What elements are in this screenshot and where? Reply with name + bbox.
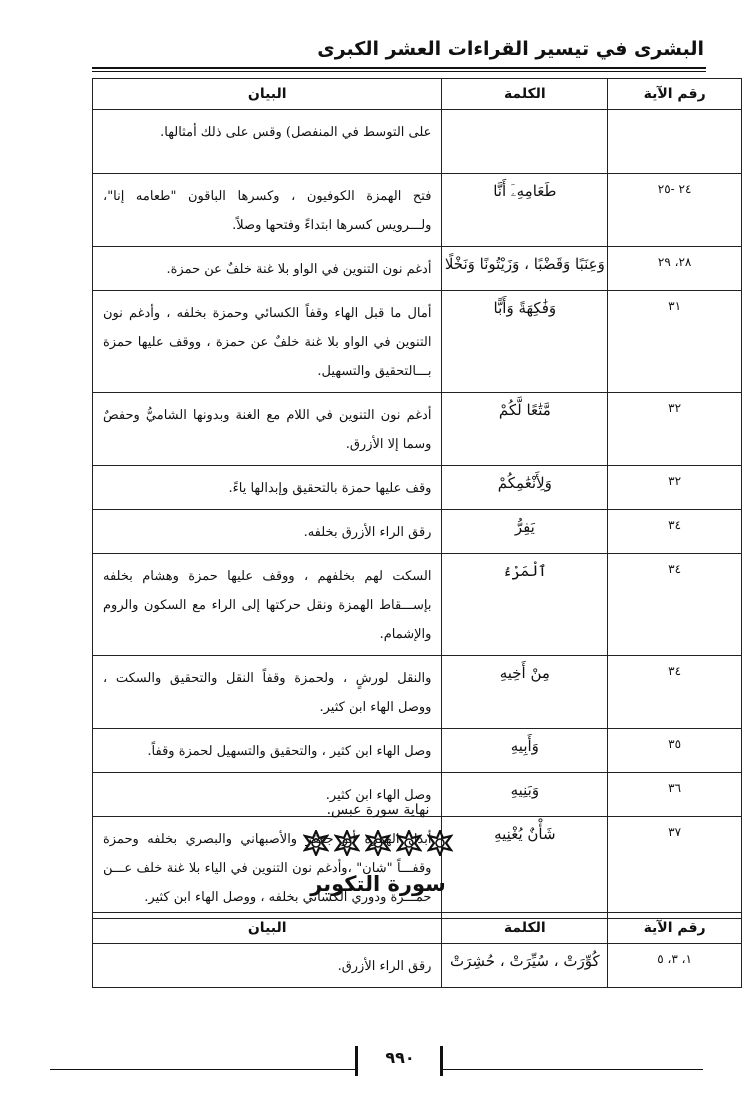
footer-rule-left (50, 1069, 355, 1070)
ayah-number: ٢٤ -٢٥ (608, 174, 742, 247)
quran-word: طَعَامِهِۦٓ أَنَّا (442, 174, 608, 247)
table-row (93, 554, 742, 656)
footer-bar-left (355, 1046, 358, 1076)
table-row (93, 510, 742, 554)
table-row (93, 247, 742, 291)
star-ornament-icon (334, 830, 360, 856)
reading-note: أدغم نون التنوين في الواو بلا غنة خلفٌ عن حمزة. (93, 247, 442, 291)
star-ornament-icon (303, 830, 329, 856)
ayah-number: ٣٢ (608, 393, 742, 466)
star-ornament-icon (365, 830, 391, 856)
surah-title: سورة التكوير (310, 872, 446, 896)
quran-word: ٱلْمَرْءُ (442, 554, 608, 656)
reading-note: فتح الهمزة الكوفيون ، وكسرها الباقون "طعامه إنا"، ولـــرويس كسرها ابتداءً وفتحها وصلاً. (93, 174, 442, 247)
ayah-number: ٣٢ (608, 466, 742, 510)
quran-word: مِنْ أَخِيهِ (442, 656, 608, 729)
quran-word (442, 110, 608, 174)
reading-note: والنقل لورشٍ ، ولحمزة وقفاً النقل والتحقيق والسكت ، ووصل الهاء ابن كثير. (93, 656, 442, 729)
col-header-word: الكلمة (442, 913, 608, 944)
readings-table-abasa (92, 78, 742, 919)
ayah-number: ٣٦ (608, 773, 742, 817)
ayah-number: ١، ٣، ٥ (608, 944, 742, 988)
readings-table-takwir (92, 912, 742, 988)
reading-note: أمال ما قبل الهاء وقفاً الكسائي وحمزة بخلفه ، وأدغم نون التنوين في الواو بلا غنة خلفٌ عن حمزة ، ووقف عليها حمزة بـــالتحقيق والتسهيل. (93, 291, 442, 393)
table-row (93, 729, 742, 773)
quran-word: وَفَٰكِهَةً وَأَبًّا (442, 291, 608, 393)
page-number: ٩٩٠ (385, 1048, 415, 1067)
ornament-divider (0, 830, 756, 860)
running-header-title: البشرى في تيسير القراءات العشر الكبرى (317, 38, 704, 60)
ayah-number: ٢٨، ٢٩ (608, 247, 742, 291)
col-header-ayah: رقم الآية (608, 913, 742, 944)
ayah-number: ٣١ (608, 291, 742, 393)
reading-note: أبدل الهمزة أبو جعفر والأصبهاني والبصري بخلفه وحمزة وقفـــاً "شان" ،وأدغم نون التنوين في الياء بلا غنة خلف عـــن حمـــزة ودوري الكسائي بخلفه ، ووصل الهاء ابن كثير. (93, 817, 442, 919)
ayah-number: ٣٧ (608, 817, 742, 919)
table-row (93, 174, 742, 247)
table-row (93, 944, 742, 988)
quran-word: وَلِأَنْعَٰمِكُمْ (442, 466, 608, 510)
ayah-number: ٣٤ (608, 554, 742, 656)
star-ornament-icon (396, 830, 422, 856)
surah-end-note: نهاية سورة عبس. (326, 802, 430, 818)
reading-note: أدغم نون التنوين في اللام مع الغنة وبدونها الشاميُّ وحفصٌ وسما إلا الأزرق. (93, 393, 442, 466)
header-rule (92, 67, 706, 69)
reading-note: على التوسط في المنفصل) وقس على ذلك أمثالها. (93, 110, 442, 174)
reading-note: رقق الراء الأزرق بخلفه. (93, 510, 442, 554)
table-row (93, 393, 742, 466)
quran-word: وَبَنِيهِ (442, 773, 608, 817)
star-ornament-icon (427, 830, 453, 856)
ayah-number: ٣٥ (608, 729, 742, 773)
col-header-word: الكلمة (442, 79, 608, 110)
col-header-note: البيان (93, 913, 442, 944)
table-row (93, 291, 742, 393)
col-header-ayah: رقم الآية (608, 79, 742, 110)
quran-word: مَّتَٰعًا لَّكُمْ (442, 393, 608, 466)
reading-note: وقف عليها حمزة بالتحقيق وإبدالها ياءً. (93, 466, 442, 510)
quran-word: شَأْنٌ يُغْنِيهِ (442, 817, 608, 919)
footer-rule-right (443, 1069, 703, 1070)
quran-word: وَعِنَبًا وَقَضْبًا ، وَزَيْتُونًا وَنَخْلًا (442, 247, 608, 291)
quran-word: يَفِرُّ (442, 510, 608, 554)
ayah-number (608, 110, 742, 174)
reading-note: وصل الهاء ابن كثير. (93, 773, 442, 817)
table-row (93, 466, 742, 510)
col-header-note: البيان (93, 79, 442, 110)
header-rule-thin (92, 71, 706, 72)
reading-note: وصل الهاء ابن كثير ، والتحقيق والتسهيل لحمزة وقفاً. (93, 729, 442, 773)
ayah-number: ٣٤ (608, 656, 742, 729)
quran-word: وَأَبِيهِ (442, 729, 608, 773)
reading-note: رقق الراء الأزرق. (93, 944, 442, 988)
quran-word: كُوِّرَتْ ، سُيِّرَتْ ، حُشِرَتْ (442, 944, 608, 988)
reading-note: السكت لهم بخلفهم ، ووقف عليها حمزة وهشام بخلفه بإســـقاط الهمزة ونقل حركتها إلى الراء مع السكون والروم والإشمام. (93, 554, 442, 656)
table-row (93, 656, 742, 729)
ayah-number: ٣٤ (608, 510, 742, 554)
table-row (93, 110, 742, 174)
footer-bar-right (440, 1046, 443, 1076)
